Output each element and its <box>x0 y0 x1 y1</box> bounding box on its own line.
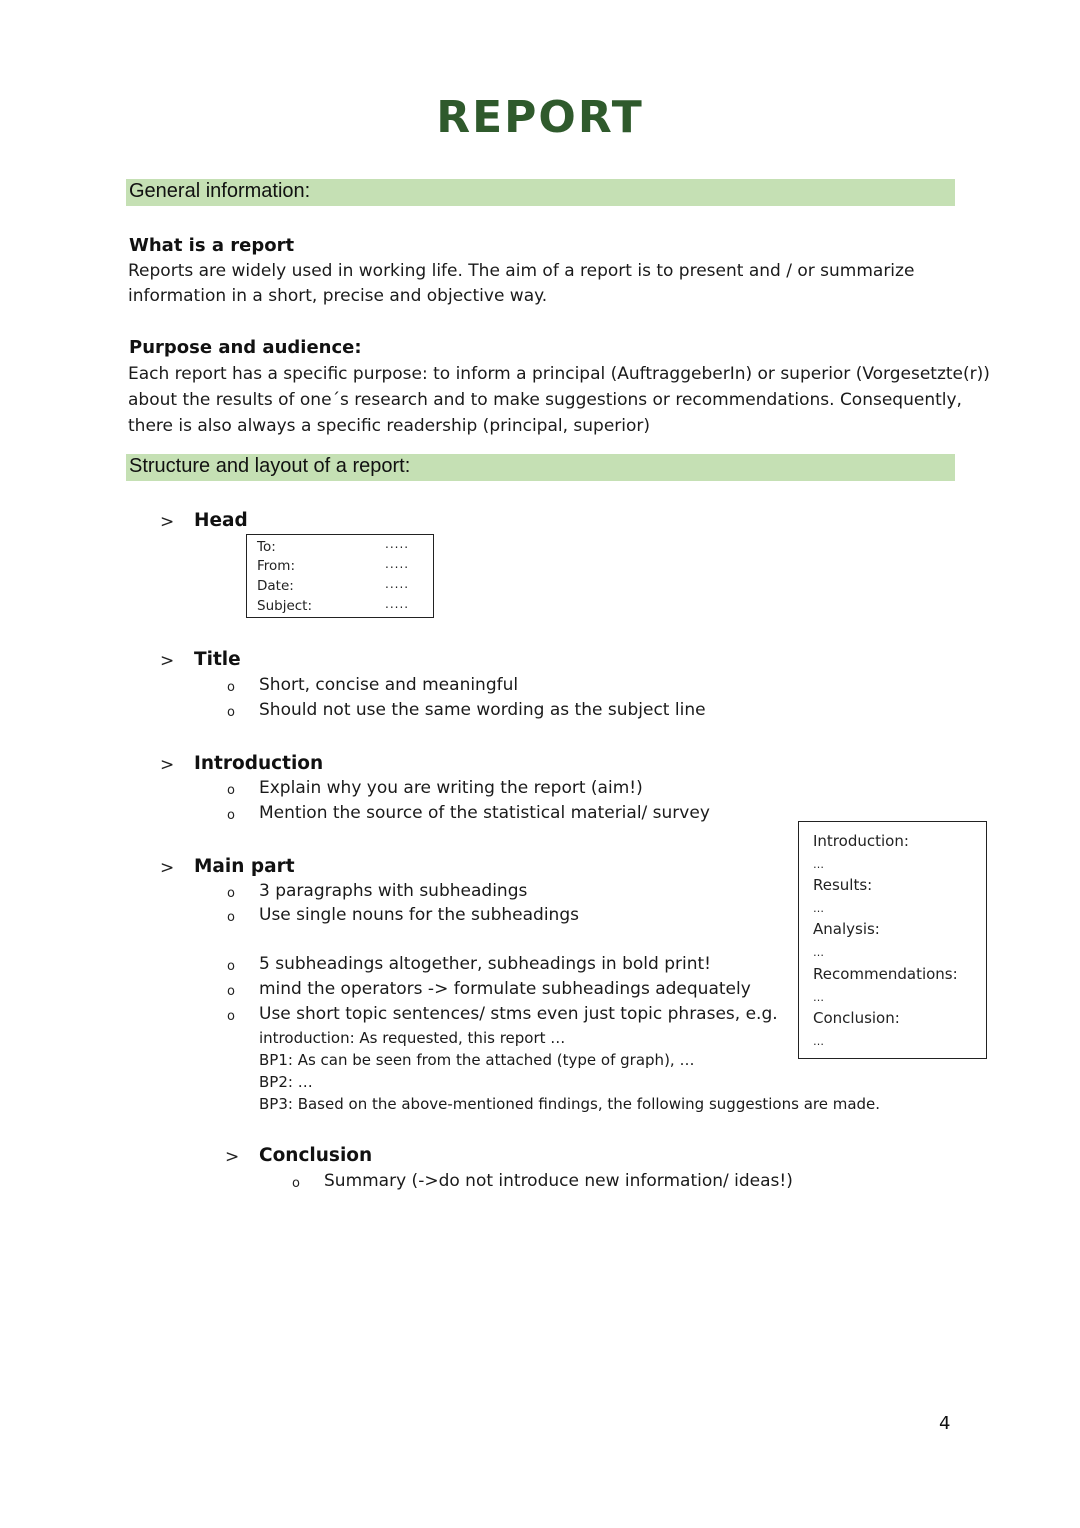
structure-label: Structure and layout of a report: <box>129 455 411 477</box>
circle-bullet-icon: o <box>227 984 235 999</box>
side-dots: … <box>813 991 824 1004</box>
structure-band <box>126 454 955 481</box>
side-introduction-label: Introduction: <box>813 832 909 850</box>
purpose-heading: Purpose and audience: <box>129 337 362 358</box>
subheadings-example-box <box>798 821 987 1059</box>
circle-bullet-icon: o <box>227 1009 235 1024</box>
title-item-2: Should not use the same wording as the subject line <box>259 700 706 720</box>
head-template-box <box>246 534 434 618</box>
general-information-label: General information: <box>129 180 311 202</box>
circle-bullet-icon: o <box>227 705 235 720</box>
purpose-line-3: there is also always a specific readership (principal, superior) <box>128 416 651 436</box>
head-date-label: Date: <box>257 578 294 594</box>
chevron-right-icon: > <box>225 1147 240 1167</box>
chevron-right-icon: > <box>160 858 175 878</box>
purpose-line-1: Each report has a specific purpose: to inform a principal (AuftraggeberIn) or superior (Vorgesetzte(r)) <box>128 364 990 384</box>
head-to-dots: ..... <box>385 537 410 551</box>
main-item-5: Use short topic sentences/ stms even just topic phrases, e.g. <box>259 1004 778 1024</box>
head-subject-label: Subject: <box>257 598 313 614</box>
general-information-band <box>126 179 955 206</box>
head-date-dots: ..... <box>385 577 410 591</box>
circle-bullet-icon: o <box>227 959 235 974</box>
main-part-heading: Main part <box>194 856 295 877</box>
what-line-2: information in a short, precise and objective way. <box>128 286 548 306</box>
circle-bullet-icon: o <box>227 680 235 695</box>
main-item-4: mind the operators -> formulate subheadings adequately <box>259 979 751 999</box>
main-item-2: Use single nouns for the subheadings <box>259 905 579 925</box>
side-analysis-label: Analysis: <box>813 920 880 938</box>
example-bp1: BP1: As can be seen from the attached (type of graph), … <box>259 1051 695 1069</box>
circle-bullet-icon: o <box>227 910 235 925</box>
side-recommendations-label: Recommendations: <box>813 965 958 983</box>
purpose-text <box>128 361 990 439</box>
main-item-1: 3 paragraphs with subheadings <box>259 881 528 901</box>
head-subject-dots: ..... <box>385 597 410 611</box>
purpose-line-2: about the results of one´s research and to make suggestions or recommendations. Consequently, <box>128 390 962 410</box>
conclusion-heading: Conclusion <box>259 1145 373 1166</box>
head-heading: Head <box>194 510 248 531</box>
chevron-right-icon: > <box>160 512 175 532</box>
head-to-label: To: <box>257 539 276 555</box>
side-dots: … <box>813 902 824 915</box>
example-introduction: introduction: As requested, this report … <box>259 1029 566 1047</box>
circle-bullet-icon: o <box>227 886 235 901</box>
page-number: 4 <box>939 1413 951 1434</box>
head-from-label: From: <box>257 558 295 574</box>
side-dots: … <box>813 946 824 959</box>
head-from-dots: ..... <box>385 557 410 571</box>
circle-bullet-icon: o <box>227 783 235 798</box>
introduction-item-1: Explain why you are writing the report (aim!) <box>259 778 643 798</box>
introduction-item-2: Mention the source of the statistical material/ survey <box>259 803 710 823</box>
page-title: REPORT <box>436 92 644 143</box>
what-is-report-text <box>128 259 914 309</box>
title-item-1: Short, concise and meaningful <box>259 675 519 695</box>
example-bp3: BP3: Based on the above-mentioned findings, the following suggestions are made. <box>259 1095 881 1113</box>
side-results-label: Results: <box>813 876 873 894</box>
circle-bullet-icon: o <box>292 1176 300 1191</box>
title-section-heading: Title <box>194 649 241 670</box>
what-line-1: Reports are widely used in working life. The aim of a report is to present and / or summarize <box>128 261 915 281</box>
side-conclusion-label: Conclusion: <box>813 1009 900 1027</box>
chevron-right-icon: > <box>160 755 175 775</box>
introduction-heading: Introduction <box>194 753 324 774</box>
chevron-right-icon: > <box>160 651 175 671</box>
circle-bullet-icon: o <box>227 808 235 823</box>
main-item-3: 5 subheadings altogether, subheadings in bold print! <box>259 954 711 974</box>
what-is-report-heading: What is a report <box>129 235 295 256</box>
side-dots: … <box>813 1035 824 1048</box>
side-dots: … <box>813 858 824 871</box>
conclusion-item-1: Summary (->do not introduce new information/ ideas!) <box>324 1171 793 1191</box>
example-bp2: BP2: … <box>259 1073 313 1091</box>
